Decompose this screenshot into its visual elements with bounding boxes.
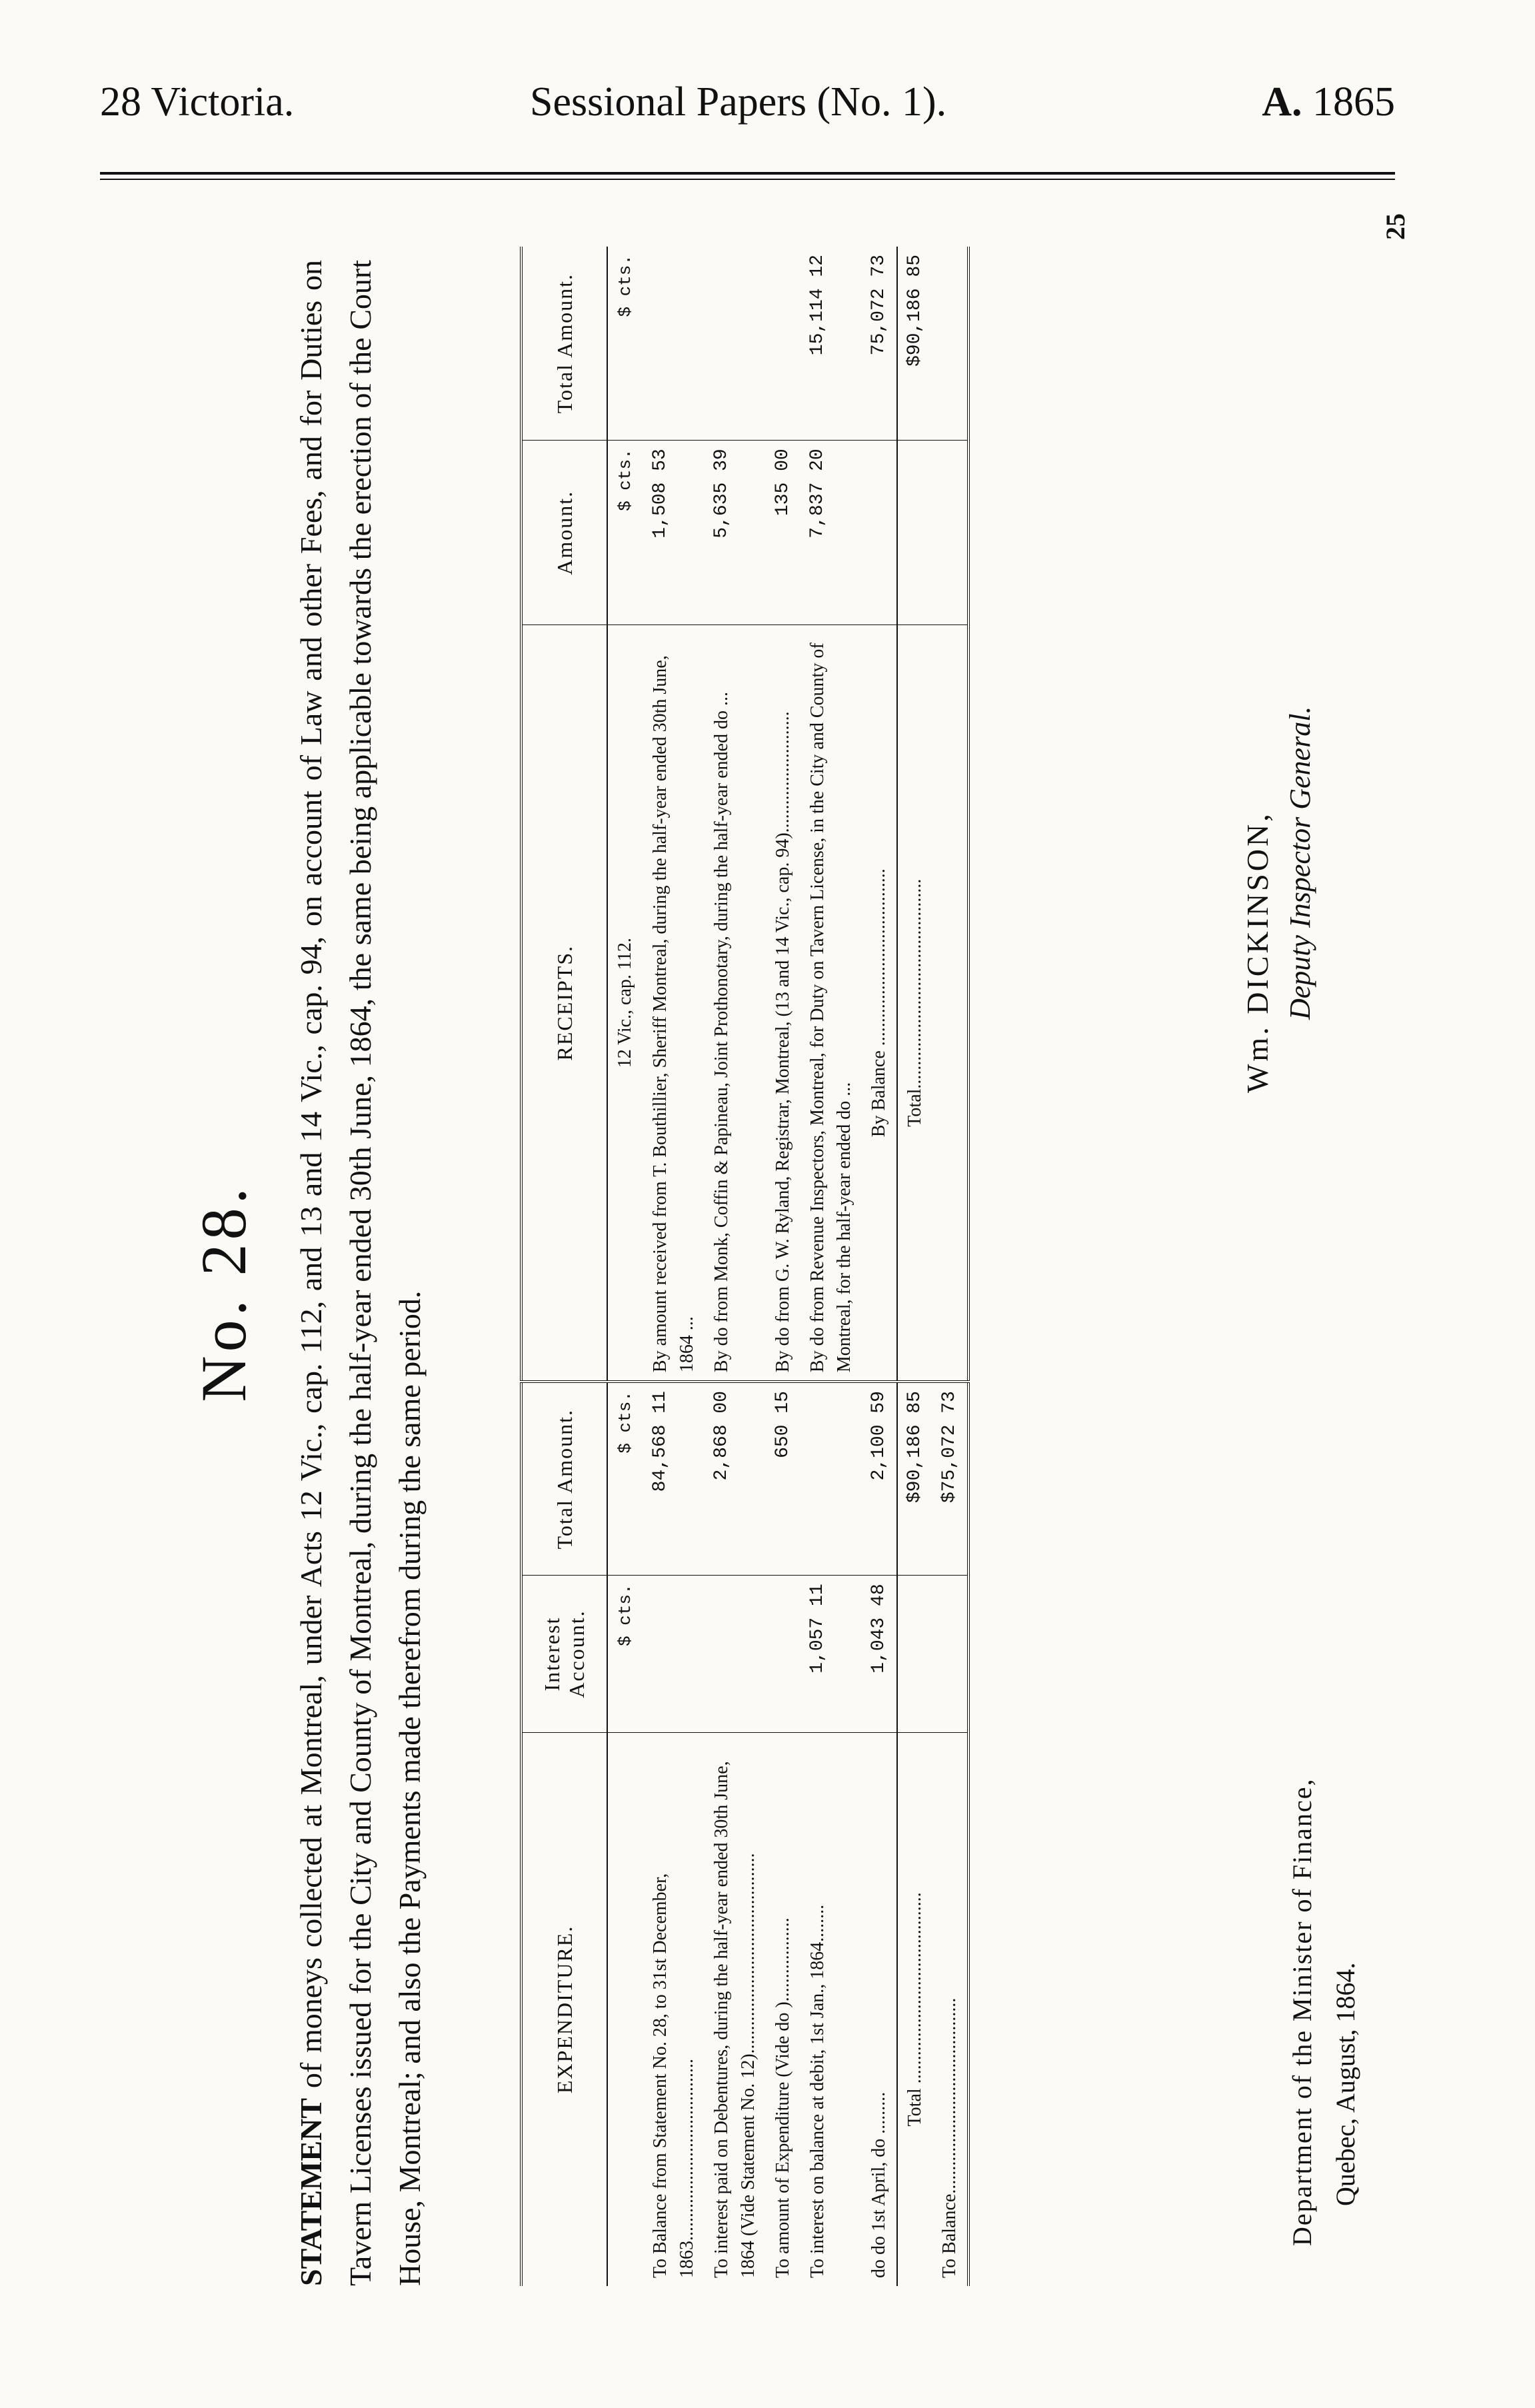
- total-value: 2,100 59: [862, 1382, 897, 1576]
- units-label: $ cts.: [615, 255, 635, 317]
- interest-value: 1,043 48: [862, 1576, 897, 1732]
- receipt-total-value: $90,186 85: [897, 247, 932, 441]
- receipt-amount: 7,837 20: [800, 441, 862, 625]
- header-year-prefix: A.: [1262, 79, 1302, 125]
- header-title: Sessional Papers (No. 1).: [530, 79, 947, 125]
- header-receipts: RECEIPTS.: [521, 625, 607, 1382]
- table-header-row: [521, 247, 607, 2286]
- receipt-amount: 1,508 53: [643, 441, 705, 625]
- receipt-total-label: Total.............................................: [897, 625, 932, 1382]
- header-rule-thin: [100, 179, 1395, 180]
- receipt-text: By amount received from T. Bouthillier, Sheriff Montreal, during the half-year ended 30th June, 1864 ...: [643, 625, 705, 1382]
- header-year: [1262, 79, 1395, 126]
- total-value: 650 15: [766, 1382, 800, 1576]
- units-amount: [607, 441, 643, 625]
- receipt-text: By do from G. W. Ryland, Registrar, Montreal, (13 and 14 Vic., cap. 94)..........................: [766, 625, 800, 1382]
- units-label: $ cts.: [615, 449, 635, 511]
- header-interest-account: Interest Account.: [521, 1576, 607, 1732]
- page-number: 25: [1380, 213, 1410, 240]
- interest-value: [643, 1576, 705, 1732]
- caption-body: of moneys collected at Montreal, under Acts 12 Vic., cap. 112, and 13 and 14 Vic., cap. 94, on account of Law and other Fees, and for Duties on Tavern Licenses issued for the City and County of Montreal, during the half-year ended 30th June, 1864, the same being applicable towards the erection of the Court House, Montreal; and also the Payments made therefrom during the same period.: [294, 259, 427, 2286]
- department-name: Department of the Minister of Finance,: [1287, 1778, 1317, 2246]
- caption-lead: STATEMENT: [294, 2097, 328, 2286]
- header-amount: Amount.: [521, 441, 607, 625]
- header-total-amount-2: Total Amount.: [521, 247, 607, 441]
- total-value: 84,568 11: [643, 1382, 705, 1576]
- receipt-total-value: 15,114 12: [800, 247, 862, 441]
- total-value: [800, 1382, 862, 1576]
- units-label: $ cts.: [615, 1391, 635, 1454]
- table-row: [705, 247, 766, 2286]
- units-row: [607, 247, 643, 2286]
- table-row: [766, 247, 800, 2286]
- expenditure-total-label: Total .........................................: [897, 1732, 932, 2286]
- receipt-heading: 12 Vic., cap. 112.: [607, 625, 643, 1382]
- units-interest: $ cts.: [607, 1576, 643, 1732]
- statement-caption: [287, 260, 435, 2286]
- header-total-amount: Total Amount.: [521, 1382, 607, 1576]
- header-rule: [100, 172, 1395, 175]
- balance-value: 75,072 73: [862, 247, 897, 441]
- expenditure-text: To interest on balance at debit, 1st Jan., 1864........: [807, 1904, 828, 2278]
- receipt-text: By do from Revenue Inspectors, Montreal, for Duty on Tavern License, in the City and County of Montreal, for the half-year ended do ...: [800, 625, 862, 1382]
- interest-value: 1,057 11: [800, 1576, 862, 1732]
- header-expenditure: EXPENDITURE.: [521, 1732, 607, 2286]
- expenditure-text: To amount of Expenditure (Vide do )..................: [772, 1917, 793, 2278]
- signature-name: Wm. DICKINSON,: [1240, 811, 1274, 1093]
- department-place-date: Quebec, August, 1864.: [1330, 1962, 1360, 2206]
- balance-label: By Balance ......................................: [862, 625, 897, 1382]
- to-balance-value: $75,072 73: [932, 1382, 968, 1576]
- units-total-2: [607, 247, 643, 441]
- to-balance-label: To Balance..........................................: [939, 1997, 960, 2278]
- rotated-page: [187, 213, 1413, 2286]
- interest-value: [766, 1576, 800, 1732]
- statement-table: [520, 247, 970, 2286]
- receipt-text: By do from Monk, Coffin & Papineau, Joint Prothonotary, during the half-year ended do ...: [705, 625, 766, 1382]
- table-row: [643, 247, 705, 2286]
- units-total: [607, 1382, 643, 1576]
- expenditure-text: To interest paid on Debentures, during the half-year ended 30th June, 1864 (Vide Statement No. 12)...........................................: [711, 1761, 759, 2278]
- receipt-amount: 5,635 39: [705, 441, 766, 625]
- total-row: [897, 247, 932, 2286]
- signature-title: Deputy Inspector General.: [1284, 706, 1316, 1020]
- table-row: [862, 247, 897, 2286]
- header-volume: 28 Victoria.: [100, 79, 295, 125]
- header-year-value: 1865: [1312, 79, 1395, 125]
- to-balance-row: [932, 247, 968, 2286]
- total-value: 2,868 00: [705, 1382, 766, 1576]
- table-row: [800, 247, 862, 2286]
- expenditure-text: do do 1st April, do .........: [868, 2091, 889, 2278]
- interest-value: [705, 1576, 766, 1732]
- expenditure-text: To Balance from Statement No. 28, to 31st December, 1863.......................................: [650, 1873, 697, 2278]
- expenditure-total-value: $90,186 85: [897, 1382, 932, 1576]
- receipt-amount: 135 00: [766, 441, 800, 625]
- document-number: No. 28.: [188, 1184, 259, 1402]
